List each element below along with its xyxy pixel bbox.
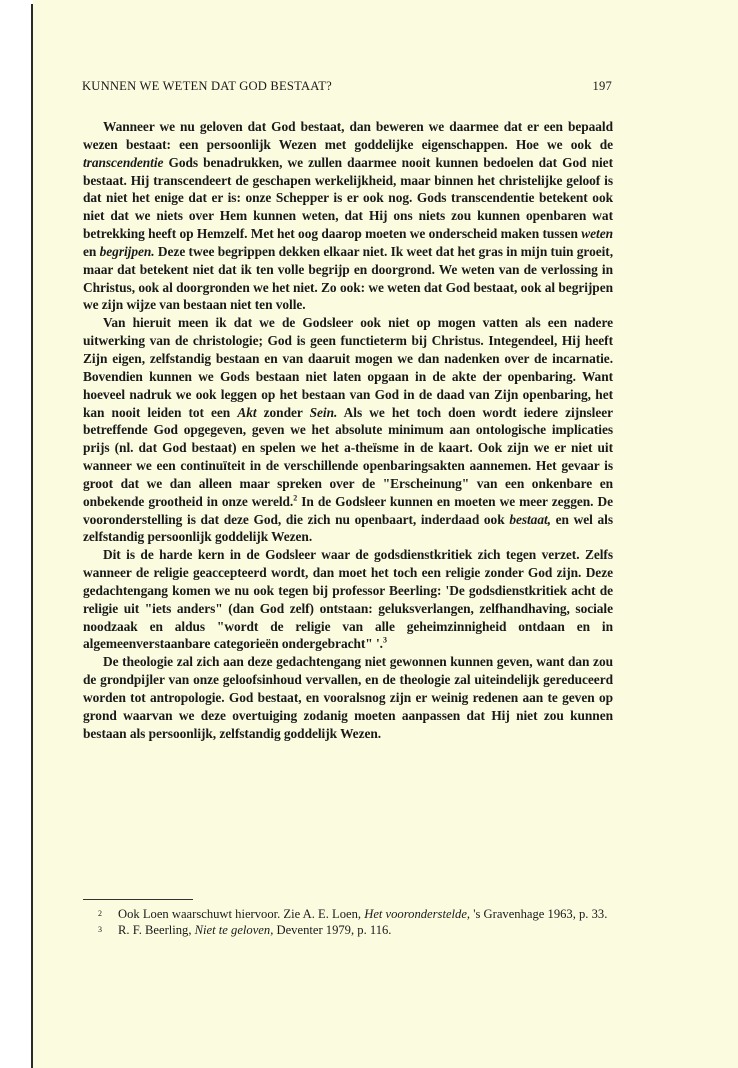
emphasis-term: transcendentie [83,154,164,170]
body-text [83,118,613,743]
emphasis-term: begrijpen. [99,243,155,259]
footnote-number: 2 [98,909,102,918]
citation-title: Het vooronderstelde, [364,907,471,921]
page-number: 197 [592,79,612,93]
running-title: KUNNEN WE WETEN DAT GOD BESTAAT? [82,79,332,93]
paragraph-2: Van hieruit meen ik dat we de Godsleer ook niet op mogen vatten als een nadere uitwerking van de christologie; God is geen functieterm bij Christus. Integendeel, Hij heeft Zijn eigen, zelfstandig bestaan en van daaruit mogen we dan nadenken over de incarnatie. Bovendien kunnen we Gods bestaan niet laten opgaan in de akte der openbaring. Want hoeveel nadruk we ook leggen op het bestaan van God in de daad van Zijn openbaring, het kan nooit leiden tot een Akt zonder Sein. Als we het toch doen wordt iedere zijnsleer betreffende God opgegeven, geven we het absolute minimum aan ontologische implicaties prijs (nl. dat God bestaat) en spelen we het a-theïsme in de kaart. Ook zijn we er niet uit wanneer we een continuïteit in de verschillende openbaringsakten aannemen. Het gevaar is groot dat we dan alleen maar spreken over de "Erscheinung" van een onkenbare en onbekende grootheid in onze wereld.$^2$ In de Godsleer kunnen en moeten we meer zeggen. De vooronderstelling is dat deze God, die zich nu openbaart, inderdaad ook bestaat, en wel als zelfstandig persoonlijk goddelijk Wezen. [83,315,614,545]
emphasis-term: bestaat, [509,511,551,527]
footnote-marker: 2 [293,493,298,503]
footnote-item: 3 R. F. Beerling, Niet te geloven, Deventer 1979, p. 116. [98,922,392,937]
paragraph-4: De theologie zal zich aan deze gedachtengang niet gewonnen kunnen geven, want dan zou de grondpijler van onze geloofsinhoud vervallen, en de theologie zal uiteindelijk gereduceerd worden tot antropologie. God bestaat, en vooralsnog zijn er weinig redenen aan te geven op grond waarvan we deze overtuiging zodanig moeten aanpassen dat Hij niet zou kunnen bestaan als persoonlijk, zelfstandig goddelijk Wezen. [83,654,613,741]
footnote-marker: 3 [382,636,387,645]
footnotes [98,907,613,938]
paragraph-3: Dit is de harde kern in de Godsleer waar de godsdienstkritiek zich tegen verzet. Zelfs wanneer de religie geaccepteerd wordt, dan moet het toch een religie zonder God zijn. Deze gedachtengang komen we nu ook tegen bij professor Beerling: 'De godsdienstkritiek acht de religie uit "iets anders" (dan God zelf) ontstaan: geluksverlangen, zelfhandhaving, sociale noodzaak en aldus "wordt de religie van alle geheimzinnigheid ontdaan en in algemeenverstaanbare categorieën ondergebracht" '.$^3$ [83,547,613,652]
emphasis-term: Akt [237,404,257,420]
emphasis-term: weten [581,226,613,242]
footnote-item: 2 Ook Loen waarschuwt hiervoor. Zie A. E. Loen, Het vooronderstelde, 's Gravenhage 1963, p. 33. [98,907,608,921]
emphasis-term: Sein. [309,404,338,420]
footnote-number: 3 [98,924,102,934]
footnote-divider [83,899,193,900]
citation-title: Niet te geloven, [194,922,274,937]
paragraph-1: Wanneer we nu geloven dat God bestaat, dan beweren we daarmee dat er een bepaald wezen bestaat: een persoonlijk Wezen met goddelijke eigenschappen. Hoe we ook de transcendentie Gods benadrukken, we zullen daarmee nooit kunnen bedoelen dat God niet bestaat. Hij transcendeert de geschapen werkelijkheid, maar binnen het christelijke geloof is dat niet het enige dat er is: onze Schepper is er ook nog. Gods transcendentie betekent ook niet dat we niets over Hem kunnen weten, dat Hij ons niets zou kunnen openbaren wat betrekking heeft op Hemzelf. Met het oog daarop moeten we onderscheid maken tussen weten en begrijpen. Deze twee begrippen dekken elkaar niet. Ik weet dat het gras in mijn tuin groeit, maar dat betekent niet dat ik ten volle begrijp en doorgrond. We weten van de verlossing in Christus, ook al doorgronden we het niet. Zo ook: we weten dat God bestaat, ook al begrijpen we zijn wijze van bestaan niet ten volle. [83,119,613,313]
